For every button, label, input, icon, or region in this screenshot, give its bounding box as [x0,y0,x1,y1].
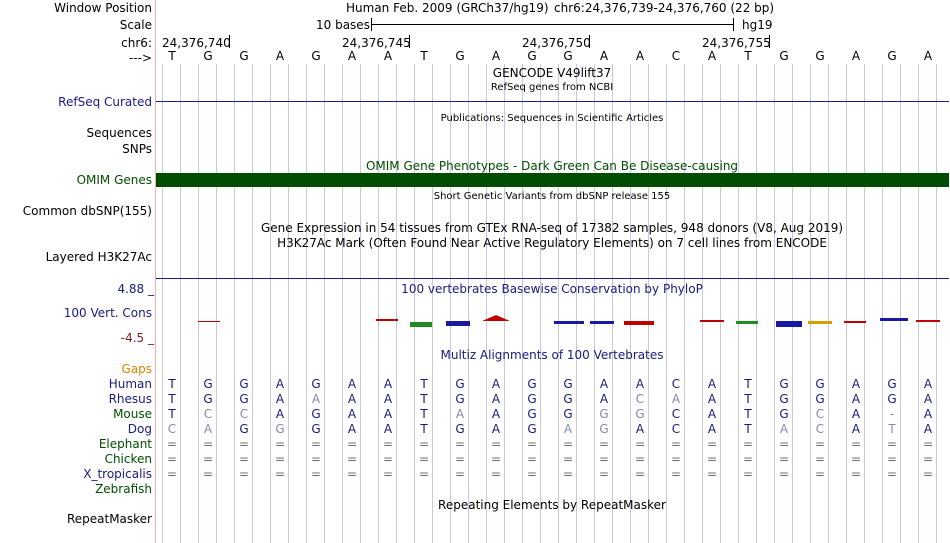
cons-mark [808,321,832,324]
cons-track-title: 100 vertebrates Basewise Conservation by PhyloP [401,282,703,296]
alignment-base: A [383,377,393,391]
alignment-base: T [744,407,752,421]
alignment-base: A [635,377,645,391]
alignment-base: A [707,392,717,406]
alignment-base: = [814,452,826,466]
refseq-track-label[interactable]: RefSeq Curated [58,95,152,109]
alignment-base: A [347,407,357,421]
base-letter: T [744,49,752,63]
alignment-base: = [598,467,610,481]
cons-track-label[interactable]: 100 Vert. Cons [63,306,152,320]
alignment-base: G [815,377,825,391]
cons-mark [776,321,802,327]
alignment-base: A [383,407,393,421]
alignment-base: = [886,467,898,481]
alignment-base: G [527,392,537,406]
cons-mark [916,320,940,322]
base-letter: A [599,49,609,63]
alignment-base: A [383,392,393,406]
alignment-base: = [202,467,214,481]
species-label-dog[interactable]: Dog [127,422,152,436]
alignment-base: A [707,377,717,391]
alignment-base: G [527,422,537,436]
base-letter: G [527,49,537,63]
alignment-base: A [923,392,933,406]
alignment-base: = [454,437,466,451]
alignment-base: G [203,377,213,391]
alignment-base: C [635,392,645,406]
species-label-elephant[interactable]: Elephant [98,437,152,451]
strand-label: ---> [128,51,152,65]
repeatmasker-track-label[interactable]: RepeatMasker [66,512,152,526]
base-letter: G [203,49,213,63]
alignment-base: G [779,407,789,421]
base-letter: A [491,49,501,63]
alignment-base: A [923,407,933,421]
cons-mark [410,322,432,327]
alignment-base: A [851,407,861,421]
alignment-base: A [455,407,465,421]
alignment-base: = [382,452,394,466]
alignment-base: = [238,437,250,451]
alignment-base: C [239,407,249,421]
alignment-base: = [490,467,502,481]
alignment-base: A [347,392,357,406]
alignment-base: = [562,437,574,451]
alignment-base: A [671,392,681,406]
omim-gene-bar[interactable] [156,173,949,187]
alignment-base: = [670,437,682,451]
alignment-base: - [889,407,895,421]
alignment-base: C [815,422,825,436]
alignment-base: = [814,437,826,451]
alignment-base: A [491,422,501,436]
alignment-base: G [311,377,321,391]
alignment-base: = [598,452,610,466]
multiz-track-title: Multiz Alignments of 100 Vertebrates [440,348,664,362]
base-letter: C [671,49,681,63]
alignment-base: T [420,392,428,406]
alignment-base: A [923,377,933,391]
cons-min-label: -4.5 _ [120,331,154,345]
alignment-base: = [454,467,466,481]
ruler-tick [409,35,410,48]
base-letter: A [851,49,861,63]
cons-mark [736,321,758,324]
publications-track-title: Publications: Sequences in Scientific Articles [440,113,664,124]
scale-text: 10 bases [316,18,370,32]
alignment-base: = [418,452,430,466]
alignment-base: G [887,392,897,406]
alignment-base: = [742,467,754,481]
alignment-base: G [311,422,321,436]
ruler-tick-label: 24,376,745 [342,36,411,50]
alignment-base: G [527,407,537,421]
alignment-base: = [706,467,718,481]
base-letter: A [275,49,285,63]
alignment-base: A [851,392,861,406]
base-sequence-row [0,49,950,63]
alignment-base: A [275,392,285,406]
alignment-base: T [420,407,428,421]
scale-label: Scale [119,18,152,32]
base-letter: A [347,49,357,63]
alignment-base: T [420,422,428,436]
alignment-base: A [923,422,933,436]
alignment-base: = [814,467,826,481]
alignment-base: A [491,407,501,421]
alignment-base: = [526,452,538,466]
base-letter: T [168,49,176,63]
alignment-base: G [239,422,249,436]
alignment-base: = [742,437,754,451]
alignment-base: G [239,377,249,391]
alignment-base: T [168,392,176,406]
species-label-zebrafish[interactable]: Zebrafish [95,482,152,496]
alignment-base: G [311,407,321,421]
alignment-base: = [850,467,862,481]
alignment-base: T [744,422,752,436]
base-letter: G [815,49,825,63]
ruler-tick [589,35,590,48]
alignment-base: G [563,392,573,406]
alignment-base: = [526,467,538,481]
alignment-base: = [166,467,178,481]
alignment-base: T [168,407,176,421]
base-letter: G [455,49,465,63]
gencode-track-title[interactable]: GENCODE V49lift37 [492,66,612,80]
ruler-tick-label: 24,376,755 [702,36,771,50]
alignment-base: = [382,437,394,451]
cons-mark [590,321,614,324]
alignment-base: C [671,422,681,436]
alignment-base: = [922,437,934,451]
alignment-base: A [347,377,357,391]
assembly-title: Human Feb. 2009 (GRCh37/hg19) [346,1,549,15]
alignment-base: = [850,452,862,466]
alignment-base: = [166,437,178,451]
alignment-base: = [886,437,898,451]
multiz-alignment-block [0,377,950,497]
alignment-base: A [707,407,717,421]
species-label-x_tropicalis[interactable]: X_tropicalis [83,467,152,481]
ruler-tick [769,35,770,48]
cons-mark [700,320,724,322]
alignment-base: A [347,422,357,436]
alignment-base: A [563,422,573,436]
alignment-base: = [634,467,646,481]
cons-mark [624,321,654,325]
alignment-base: = [238,467,250,481]
alignment-base: = [238,452,250,466]
alignment-base: C [203,407,213,421]
alignment-base: = [418,467,430,481]
species-label-chicken[interactable]: Chicken [104,452,152,466]
alignment-base: = [886,452,898,466]
alignment-base: A [599,377,609,391]
alignment-base: = [310,452,322,466]
alignment-base: C [671,407,681,421]
alignment-base: = [310,467,322,481]
alignment-base: = [274,437,286,451]
alignment-base: A [851,377,861,391]
dbsnp-track-title: Short Genetic Variants from dbSNP release 155 [433,191,671,202]
base-letter: G [779,49,789,63]
refseq-track-line [156,101,949,102]
alignment-base: = [922,452,934,466]
alignment-base: T [888,422,896,436]
alignment-base: = [202,437,214,451]
species-label-rhesus[interactable]: Rhesus [108,392,152,406]
cons-max-label: 4.88 _ [117,282,154,296]
alignment-base: G [599,422,609,436]
alignment-base: T [744,377,752,391]
alignment-base: = [526,437,538,451]
alignment-base: G [887,377,897,391]
cons-mark [880,318,908,321]
alignment-base: = [778,467,790,481]
alignment-base: G [527,377,537,391]
h3k27ac-track-baseline [156,278,949,279]
alignment-base: G [599,407,609,421]
alignment-base: T [420,377,428,391]
alignment-base: = [670,467,682,481]
alignment-base: A [203,422,213,436]
alignment-base: = [922,467,934,481]
chr-label: chr6: [121,36,152,50]
alignment-base: = [598,437,610,451]
refseq-track-subtitle: RefSeq genes from NCBI [490,82,614,93]
alignment-base: = [202,452,214,466]
alignment-base: = [742,452,754,466]
alignment-base: A [383,422,393,436]
alignment-base: = [562,452,574,466]
alignment-base: = [634,452,646,466]
species-label-human[interactable]: Human [108,377,152,391]
alignment-base: = [706,437,718,451]
alignment-base: = [166,452,178,466]
cons-mark [482,315,510,321]
alignment-base: G [779,377,789,391]
scale-bar [371,24,734,25]
alignment-base: = [418,437,430,451]
alignment-base: = [490,437,502,451]
ruler-tick-label: 24,376,750 [522,36,591,50]
alignment-base: = [274,452,286,466]
alignment-base: = [778,437,790,451]
alignment-base: = [346,467,358,481]
alignment-base: = [850,437,862,451]
repeatmasker-track-title: Repeating Elements by RepeatMasker [438,498,666,512]
alignment-base: A [707,422,717,436]
alignment-base: G [239,392,249,406]
base-letter: A [707,49,717,63]
alignment-base: G [455,422,465,436]
species-label-mouse[interactable]: Mouse [113,407,152,421]
alignment-base: A [635,422,645,436]
cons-mark [554,321,584,324]
db-label: hg19 [742,18,773,32]
alignment-base: = [490,452,502,466]
cons-mark [844,321,866,323]
sequences-track-label[interactable]: Sequences [86,126,152,140]
alignment-base: = [346,452,358,466]
base-letter: G [239,49,249,63]
alignment-base: = [274,467,286,481]
alignment-base: T [744,392,752,406]
alignment-base: C [167,422,177,436]
alignment-base: A [311,392,321,406]
alignment-base: = [310,437,322,451]
alignment-base: A [599,392,609,406]
gaps-label: Gaps [121,362,152,376]
conservation-logo [156,312,949,332]
alignment-base: G [563,407,573,421]
alignment-base: = [634,437,646,451]
base-letter: A [923,49,933,63]
window-position-label: Window Position [54,1,152,15]
scale-bar-left-tick [371,18,372,31]
h3k27ac-track-title: H3K27Ac Mark (Often Found Near Active Regulatory Elements) on 7 cell lines from ENCODE [277,236,827,250]
omim-track-title: OMIM Gene Phenotypes - Dark Green Can Be Disease-causing [365,159,739,173]
alignment-base: = [670,452,682,466]
position-readout: chr6:24,376,739-24,376,760 (22 bp) [554,1,775,15]
alignment-base: = [562,467,574,481]
base-letter: A [635,49,645,63]
base-letter: T [420,49,428,63]
omim-track-label[interactable]: OMIM Genes [76,173,152,187]
h3k27ac-track-label[interactable]: Layered H3K27Ac [45,250,152,264]
ruler-tick-label: 24,376,740 [162,36,231,50]
alignment-base: G [635,407,645,421]
alignment-base: G [815,392,825,406]
alignment-base: G [455,392,465,406]
gtex-track-title: Gene Expression in 54 tissues from GTEx RNA-seq of 17382 samples, 948 donors (V8, Aug 2019) [260,221,844,235]
alignment-base: G [275,422,285,436]
base-letter: G [311,49,321,63]
cons-mark [446,321,470,326]
alignment-base: = [346,437,358,451]
alignment-base: A [491,392,501,406]
alignment-base: G [779,392,789,406]
alignment-base: A [491,377,501,391]
alignment-base: T [168,377,176,391]
alignment-base: = [454,452,466,466]
alignment-base: A [851,422,861,436]
base-letter: G [887,49,897,63]
cons-mark [198,321,220,322]
scale-bar-right-tick [733,18,734,31]
alignment-base: G [455,377,465,391]
base-letter: A [383,49,393,63]
alignment-base: C [671,377,681,391]
cons-mark [376,319,398,321]
alignment-base: = [706,452,718,466]
alignment-base: G [203,392,213,406]
alignment-base: G [563,377,573,391]
base-letter: G [563,49,573,63]
snps-track-label[interactable]: SNPs [122,142,152,156]
dbsnp-track-label[interactable]: Common dbSNP(155) [22,204,152,218]
alignment-base: A [779,422,789,436]
alignment-base: A [275,377,285,391]
alignment-base: C [815,407,825,421]
alignment-base: = [778,452,790,466]
alignment-base: A [275,407,285,421]
ruler-tick [229,35,230,48]
alignment-base: = [382,467,394,481]
